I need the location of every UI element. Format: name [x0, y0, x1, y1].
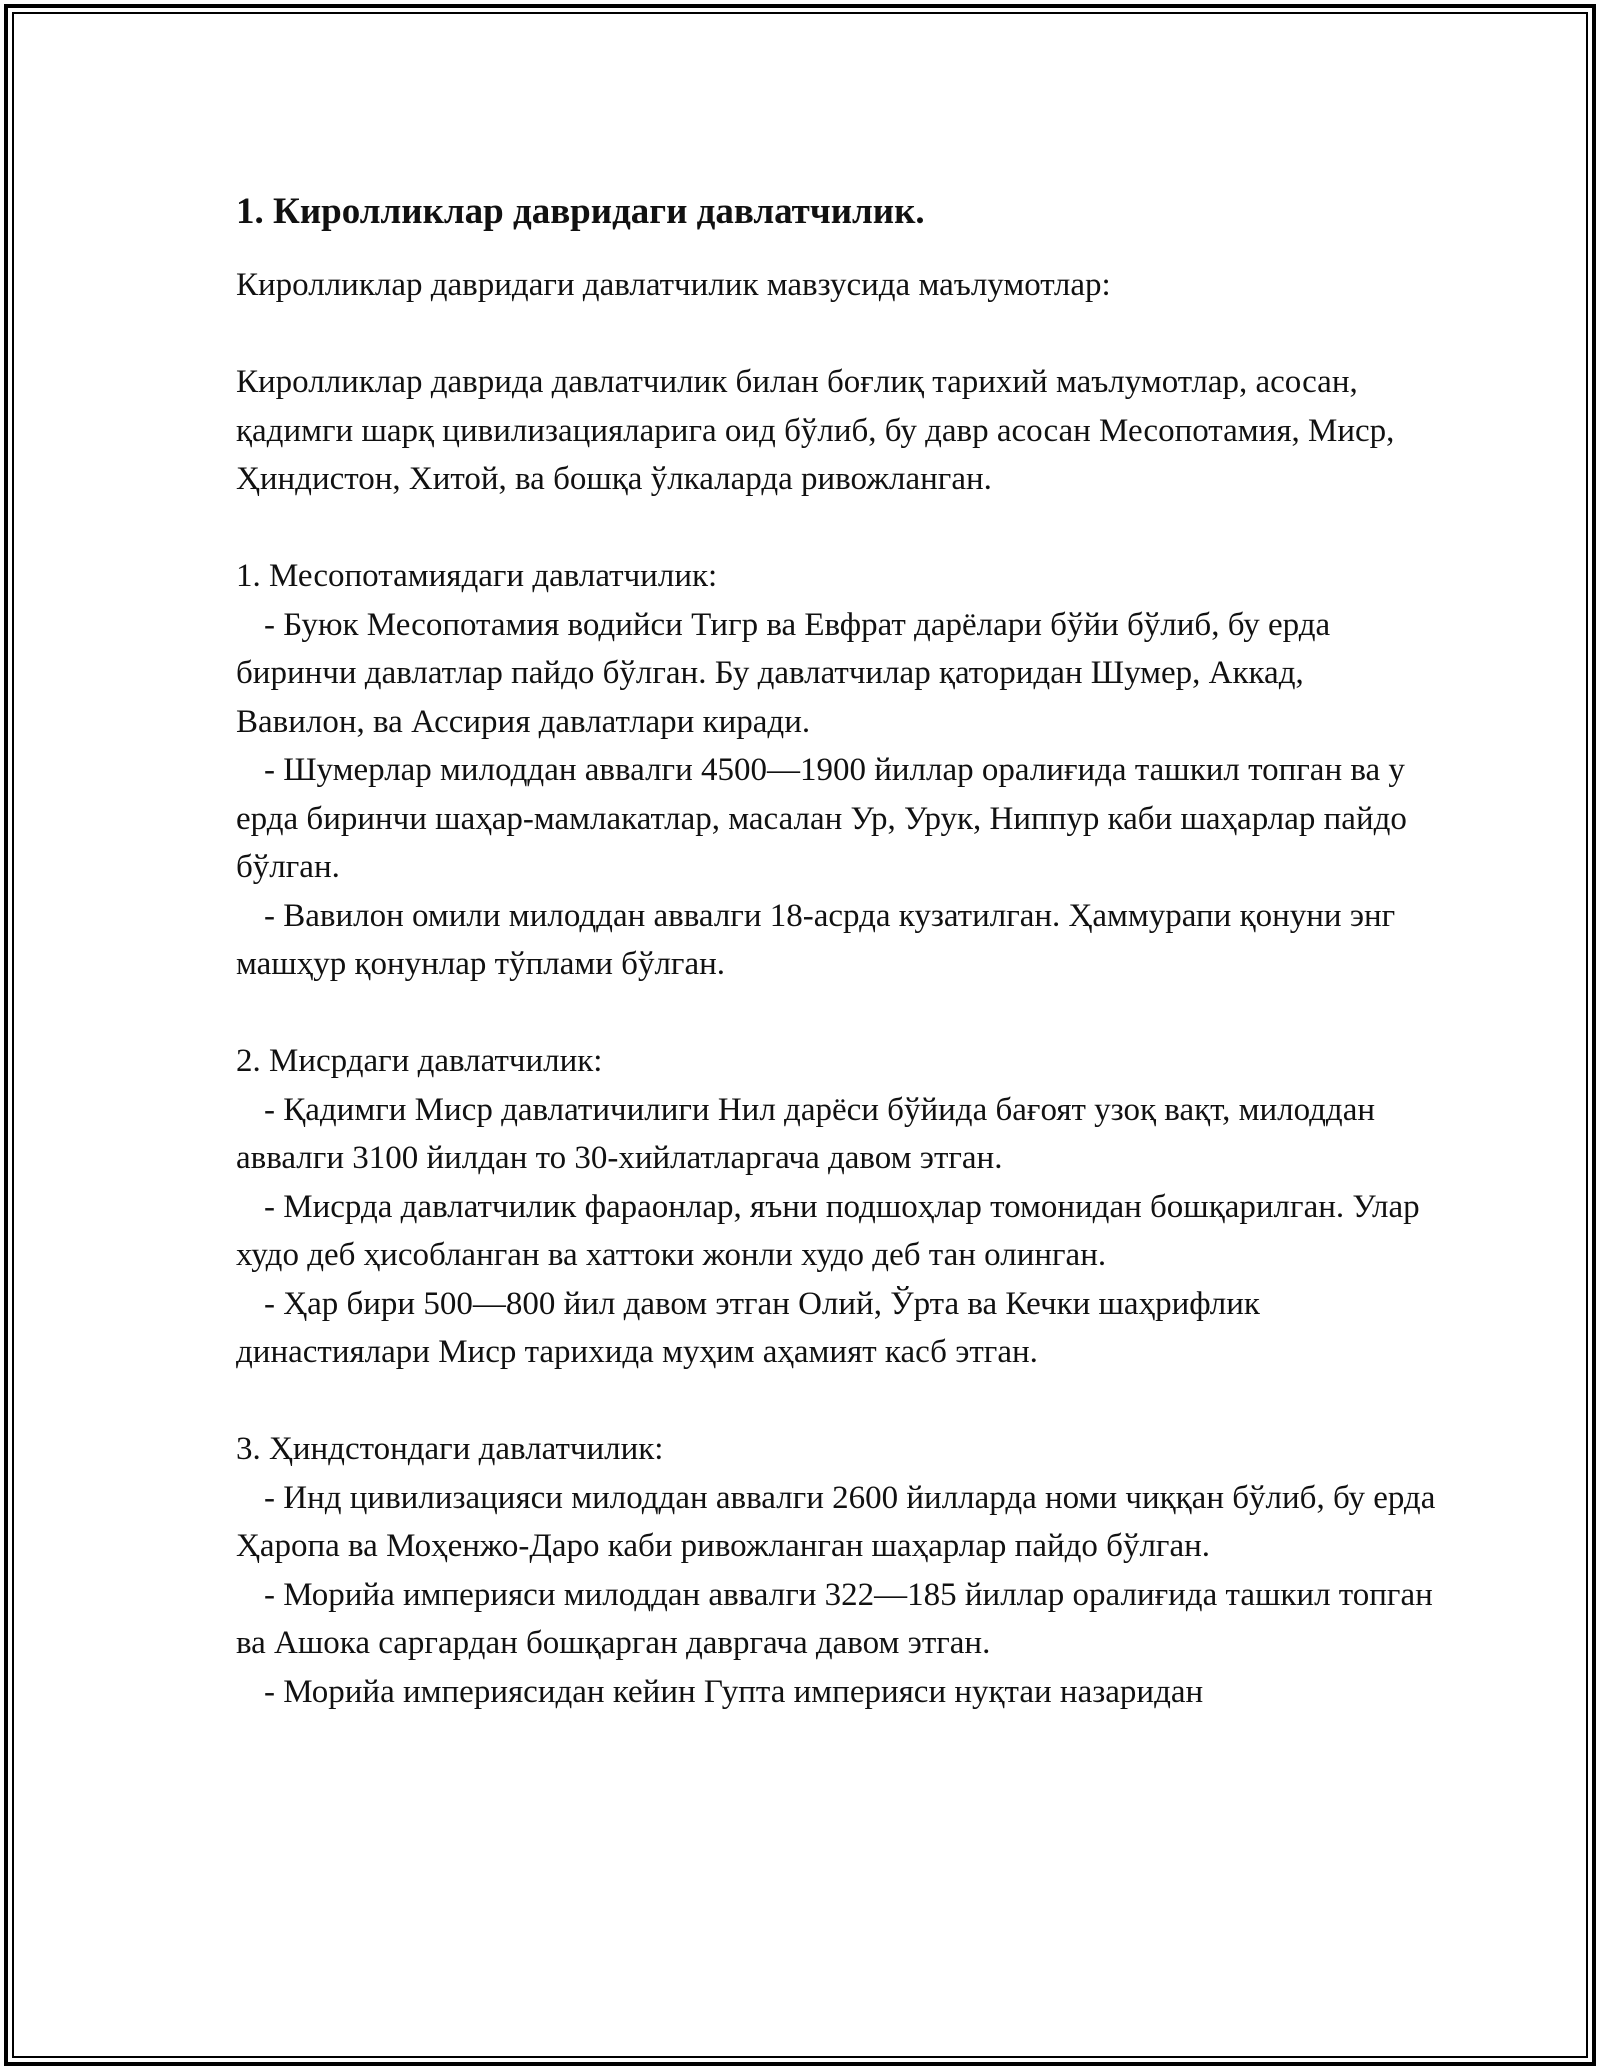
bullet-item — [236, 892, 1436, 989]
bullet-item — [236, 1280, 1436, 1377]
section-egypt — [236, 1037, 1436, 1377]
bullet-text: - Буюк Месопотамия водийси Тигр ва Евфрат дарёлари бўйи бўлиб, бу ерда биринчи давлатлар пайдо бўлган. Бу давлатчилар қаторидан Шумер, Аккад, Вавилон, ва Ассирия давлатлари киради. — [236, 606, 1331, 740]
bullet-item — [236, 1571, 1436, 1668]
document-body — [236, 188, 1436, 1765]
bullet-text: - Қадимги Миср давлатичилиги Нил дарёси бўйида бағоят узоқ вақт, милоддан аввалги 3100 йилдан то 30-хийлатларгача давом этган. — [236, 1091, 1376, 1176]
bullet-item — [236, 1668, 1436, 1717]
section-heading: 1. Месопотамиядаги давлатчилик: — [236, 558, 718, 594]
bullet-text: - Инд цивилизацияси милоддан аввалги 2600 йилларда номи чиққан бўлиб, бу ерда Ҳаропа ва Моҳенжо-Даро каби ривожланган шаҳарлар пайдо бўлган. — [236, 1479, 1436, 1564]
bullet-text: - Шумерлар милоддан аввалги 4500—1900 йиллар оралиғида ташкил топган ва у ерда биринчи шаҳар-мамлакатлар, масалан Ур, Урук, Ниппур каби шаҳарлар пайдо бўлган. — [236, 752, 1407, 885]
bullet-text: - Вавилон омили милоддан аввалги 18-асрда кузатилган. Ҳаммурапи қонуни энг машҳур қонунлар тўплами бўлган. — [236, 897, 1396, 982]
intro-paragraph: Киролликлар даврида давлатчилик билан боғлиқ тарихий маълумотлар, асосан, қадимги шарқ цивилизацияларига оид бўлиб, бу давр асосан Месопотамия, Миср, Ҳиндистон, Хитой, ва бошқа ўлкаларда ривожланган. — [236, 364, 1395, 497]
bullet-text: - Морийа империяси милоддан аввалги 322—185 йиллар оралиғида ташкил топган ва Ашока саргардан бошқарган давргача давом этган. — [236, 1576, 1433, 1661]
bullet-item — [236, 746, 1436, 892]
bullet-item — [236, 601, 1436, 747]
bullet-text: - Ҳар бири 500—800 йил давом этган Олий, Ўрта ва Кечки шаҳрифлик династиялари Миср тарихида муҳим аҳамият касб этган. — [236, 1285, 1260, 1370]
bullet-text: - Морийа империясидан кейин Гупта империяси нуқтаи назаридан — [264, 1673, 1204, 1710]
section-mesopotamia — [236, 552, 1436, 989]
bullet-item — [236, 1086, 1436, 1183]
bullet-text: - Мисрда давлатчилик фараонлар, яъни подшоҳлар томонидан бошқарилган. Улар худо деб ҳисобланган ва хаттоки жонли худо деб тан олинган. — [236, 1188, 1420, 1273]
document-title: 1. Киролликлар давридаги давлатчилик. — [236, 191, 925, 232]
intro-line: Киролликлар давридаги давлатчилик мавзусида маълумотлар: — [236, 267, 1111, 303]
bullet-item — [236, 1183, 1436, 1280]
section-heading: 2. Мисрдаги давлатчилик: — [236, 1043, 603, 1079]
section-heading: 3. Ҳиндстондаги давлатчилик: — [236, 1431, 664, 1467]
bullet-item — [236, 1474, 1436, 1571]
section-india — [236, 1425, 1436, 1716]
